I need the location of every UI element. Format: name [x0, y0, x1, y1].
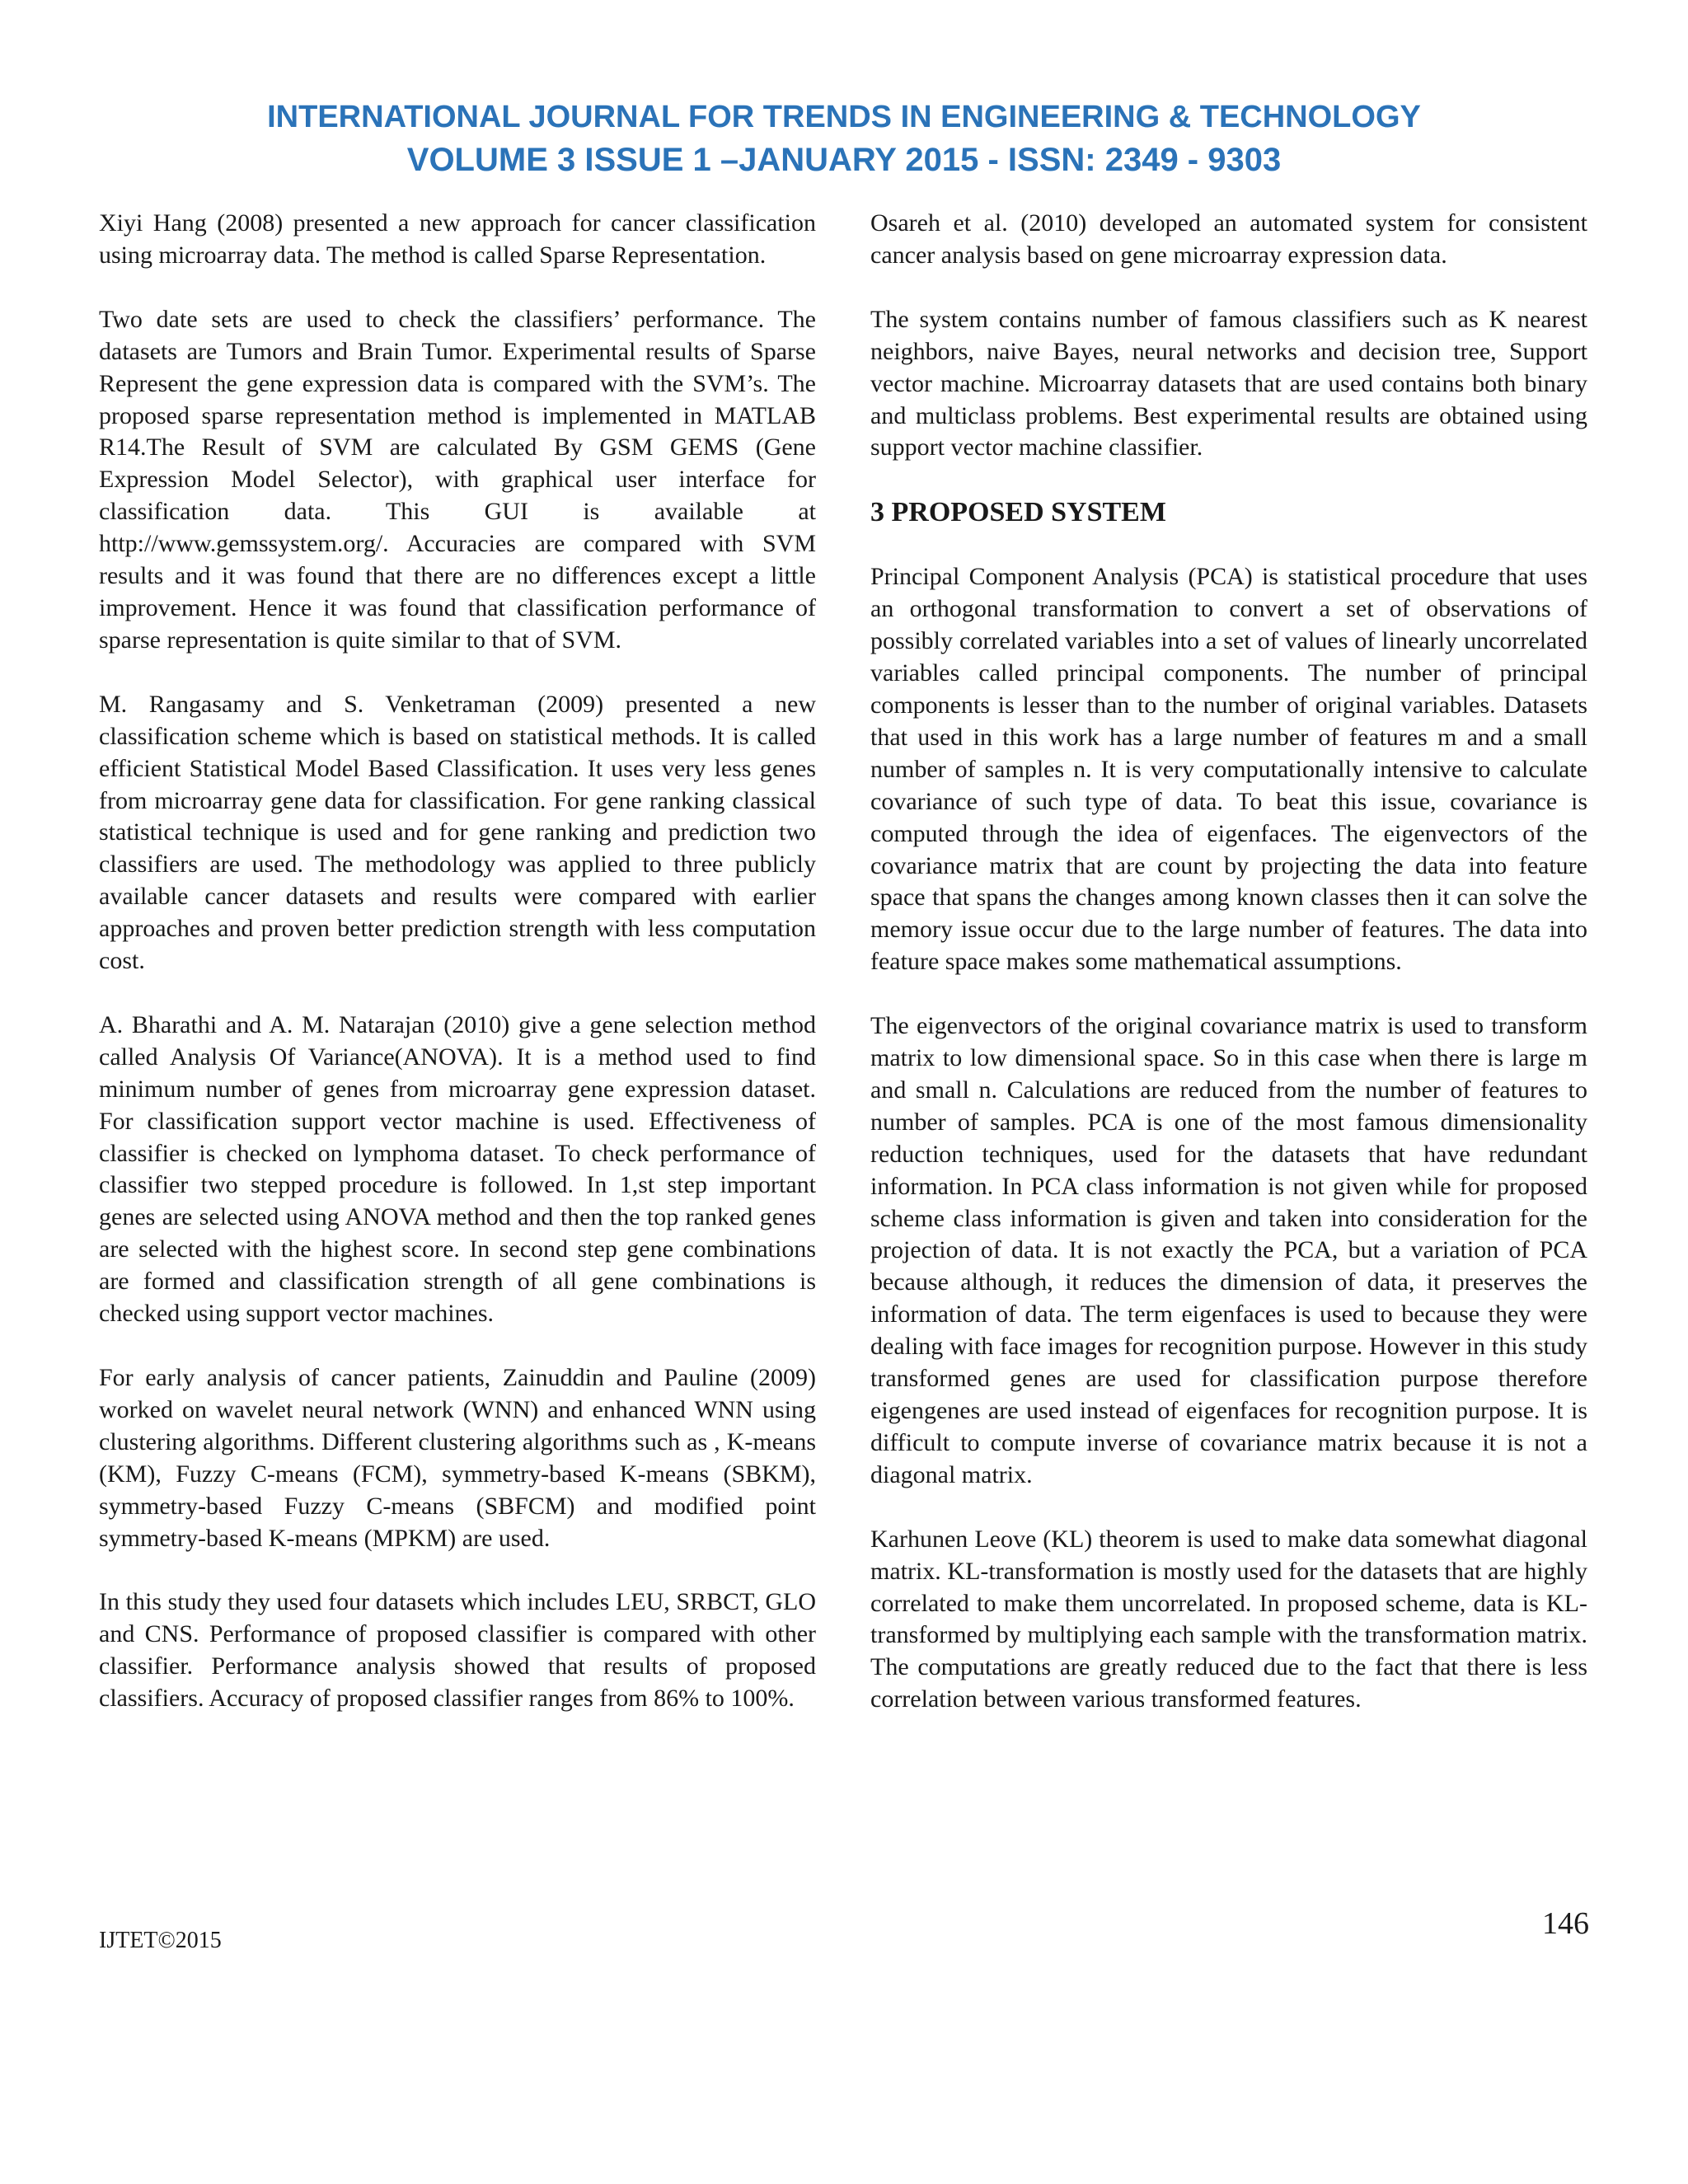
- paragraph-rangasamy: M. Rangasamy and S. Venketraman (2009) presented a new classification scheme which is based on statistical methods. It is called efficient Statistical Model Based Classification. It uses very less genes from microarray gene data for classification. For gene ranking classical statistical technique is used and for gene ranking and prediction two classifiers are used. The methodology was applied to three publicly available cancer datasets and results were compared with earlier approaches and proven better prediction strength with less computation cost.: [99, 690, 816, 975]
- paragraph-zainuddin: For early analysis of cancer patients, Zainuddin and Pauline (2009) worked on wavelet neural network (WNN) and enhanced WNN using clustering algorithms. Different clustering algorithms such as , K-means (KM), Fuzzy C-means (FCM), symmetry-based K-means (SBKM), symmetry-based Fuzzy C-means (SBFCM) and modified point symmetry-based K-means (MPKM) are used.: [99, 1364, 816, 1552]
- right-column: [870, 208, 1587, 1748]
- left-column: [99, 208, 816, 1747]
- paragraph-osareh: Osareh et al. (2010) developed an automated system for consistent cancer analysis based on gene microarray expression data.: [870, 209, 1587, 269]
- paragraph-pca: Principal Component Analysis (PCA) is statistical procedure that uses an orthogonal transformation to convert a set of observations of possibly correlated variables into a set of values of linearly uncorrelated variables called principal components. The number of principal components is lesser than to the number of original variables. Datasets that used in this work has a large number of features m and a small number of samples n. It is very computationally intensive to calculate covariance of such type of data. To beat this issue, covariance is computed through the idea of eigenfaces. The eigenvectors of the covariance matrix that are count by projecting the data into feature space that spans the changes among known classes then it can solve the memory issue occur due to the large number of features. The data into feature space makes some mathematical assumptions.: [870, 563, 1587, 976]
- paragraph-sparse-representation-results: Two date sets are used to check the classifiers’ performance. The datasets are Tumors and Brain Tumor. Experimental results of Sparse Represent the gene expression data is compared with the SVM’s. The proposed sparse representation method is implemented in MATLAB R14.The Result of SVM are calculated By GSM GEMS (Gene Expression Model Selector), with graphical user interface for classification data. This GUI is available at http://www.gemssystem.org/. Accuracies are compared with SVM results and it was found that there are no differences except a little improvement. Hence it was found that classification performance of sparse representation is quite similar to that of SVM.: [99, 305, 816, 654]
- paragraph-classifiers: The system contains number of famous classifiers such as K nearest neighbors, naive Bayes, neural networks and decision tree, Support vector machine. Microarray datasets that are used contains both binary and multiclass problems. Best experimental results are obtained using support vector machine classifier.: [870, 305, 1587, 462]
- journal-title: INTERNATIONAL JOURNAL FOR TRENDS IN ENGINEERING & TECHNOLOGY: [267, 100, 1421, 134]
- paragraph-karhunen-leove: Karhunen Leove (KL) theorem is used to make data somewhat diagonal matrix. KL-transformation is mostly used for the datasets that are highly correlated to make them uncorrelated. In proposed scheme, data is KL-transformed by multiplying each sample with the transformation matrix. The computations are greatly reduced due to the fact that there is less correlation between various transformed features.: [870, 1525, 1587, 1713]
- paragraph-four-datasets: In this study they used four datasets which includes LEU, SRBCT, GLO and CNS. Performance of proposed classifier is compared with other classifier. Performance analysis showed that results of proposed classifiers. Accuracy of proposed classifier ranges from 86% to 100%.: [99, 1588, 816, 1713]
- journal-issue-line: VOLUME 3 ISSUE 1 –JANUARY 2015 - ISSN: 2349 - 9303: [406, 142, 1282, 178]
- page-number: 146: [1542, 1906, 1589, 1941]
- paragraph-xiyi-hang: Xiyi Hang (2008) presented a new approach for cancer classification using microarray data. The method is called Sparse Representation.: [99, 209, 816, 269]
- paragraph-eigenvectors: The eigenvectors of the original covariance matrix is used to transform matrix to low dimensional space. So in this case when there is large m and small n. Calculations are reduced from the number of features to number of samples. PCA is one of the most famous dimensionality reduction techniques, used for the datasets that have redundant information. In PCA class information is not given while for proposed scheme class information is given and taken into consideration for the projection of data. It is not exactly the PCA, but a variation of PCA because although, it reduces the dimension of data, it preserves the information of data. The term eigenfaces is used to because they were dealing with face images for recognition purpose. However in this study transformed genes are used for classification purpose therefore eigengenes are used instead of eigenfaces for recognition purpose. It is difficult to compute inverse of covariance matrix because it is not a diagonal matrix.: [870, 1012, 1587, 1488]
- footer-copyright: IJTET©2015: [99, 1928, 222, 1953]
- paragraph-bharathi: A. Bharathi and A. M. Natarajan (2010) give a gene selection method called Analysis Of Variance(ANOVA). It is a method used to find minimum number of genes from microarray gene expression dataset. For classification support vector machine is used. Effectiveness of classifier is checked on lymphoma dataset. To check performance of classifier two stepped procedure is followed. In 1,st step important genes are selected using ANOVA method and then the top ranked genes are selected with the highest score. In second step gene combinations are formed and classification strength of all gene combinations is checked using support vector machines.: [99, 1010, 816, 1328]
- section-heading-proposed-system: 3 PROPOSED SYSTEM: [870, 497, 1166, 528]
